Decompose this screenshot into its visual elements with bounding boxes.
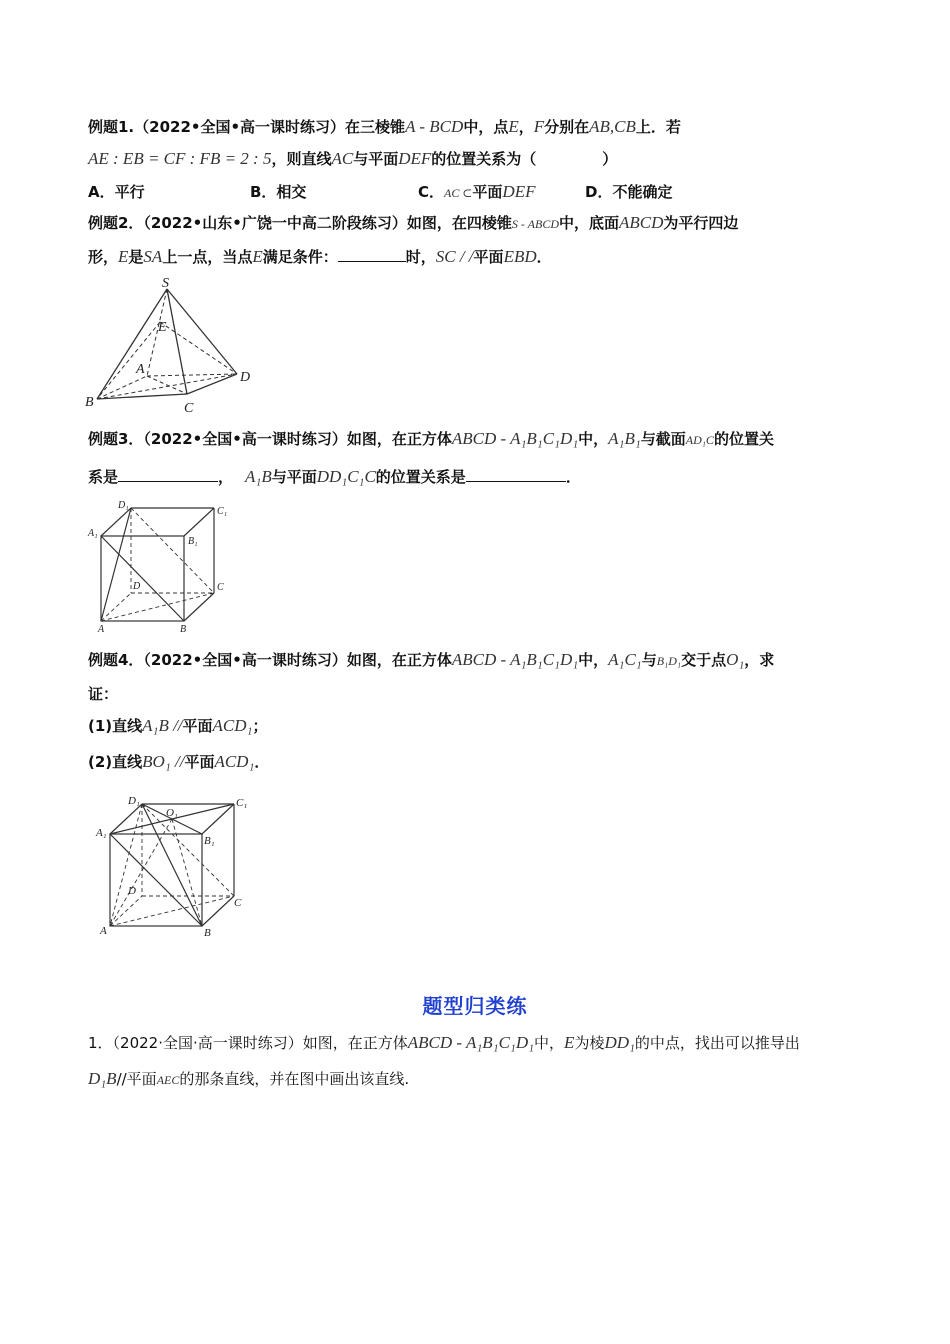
math: A₁B: [245, 467, 272, 486]
ex2-text: 时，: [405, 248, 436, 266]
math: SA: [143, 247, 163, 266]
ex3-line1: [88, 428, 774, 451]
option-b: B．相交: [250, 183, 307, 201]
ex3-text: ．: [565, 468, 581, 486]
math: A - BCD: [405, 117, 464, 136]
ex2-line1: [88, 212, 738, 235]
math: A₁B₁: [608, 429, 641, 448]
ex4-text: ，求: [744, 651, 775, 669]
math: D₁B: [88, 1069, 117, 1088]
math: ACD₁: [214, 752, 255, 771]
ex2-text: 形，: [88, 248, 119, 266]
math: ACD₁: [212, 716, 253, 735]
ex3-text: 的位置关系是: [375, 468, 466, 486]
math: SC / /: [435, 247, 474, 266]
label-s: S: [162, 276, 169, 291]
label-o1: O₁: [166, 807, 178, 819]
math: EBD: [503, 247, 537, 266]
label-c: C: [184, 401, 194, 416]
ex4-text: ；: [252, 717, 268, 735]
ex4-text: (1)直线: [88, 717, 143, 735]
math: ABCD - A₁B₁C₁D₁: [407, 1033, 535, 1052]
math: AE : EB = CF : FB = 2 : 5: [88, 149, 272, 168]
label-a: A: [98, 624, 105, 635]
label-b1: B₁: [188, 536, 198, 547]
label-d1: D₁: [128, 795, 140, 807]
ex4-text: 证：: [88, 685, 119, 703]
ex1-text: ，则直线: [271, 150, 332, 168]
ex3-text: ，: [218, 468, 234, 486]
option-c-text: 平面: [472, 183, 503, 201]
label-a1: A₁: [96, 827, 107, 839]
math: DEF: [398, 149, 432, 168]
math: E: [252, 247, 263, 266]
math: ABCD - A₁B₁C₁D₁: [451, 429, 579, 448]
math: AEC: [156, 1073, 180, 1087]
pyramid-figure: [82, 274, 262, 423]
label-b: B: [85, 395, 94, 410]
math: DD₁C₁C: [316, 467, 376, 486]
ex4-text: ．: [254, 753, 270, 771]
math: A₁C₁: [608, 650, 642, 669]
option-c-label: C．: [418, 183, 445, 201]
math: AD₁C: [685, 433, 714, 447]
ex3-text: 例题3．（2022•全国•高一课时练习）如图，在正方体: [88, 430, 452, 448]
math: E: [118, 247, 129, 266]
cube-figure-2: [90, 788, 260, 947]
label-c1: C₁: [217, 506, 228, 517]
label-a: A: [136, 362, 145, 377]
label-c: C: [217, 582, 224, 593]
ex4-text: 中，: [578, 651, 609, 669]
q1-text: 的那条直线，并在图中画出该直线.: [179, 1070, 410, 1088]
math: AB,CB: [589, 117, 636, 136]
q1-text: 为棱: [574, 1034, 605, 1052]
answer-blank: [466, 467, 566, 482]
label-b: B: [180, 624, 187, 635]
ex1-line1: [88, 116, 681, 138]
math: E: [508, 117, 519, 136]
label-a1: A₁: [88, 528, 98, 539]
ex1-text: 中，点: [463, 118, 509, 136]
answer-blank: [338, 247, 406, 262]
ex2-line2: [88, 246, 552, 268]
ex1-text: 的位置关系为（: [431, 150, 537, 168]
math: A₁B //: [142, 716, 183, 735]
ex2-text: ．: [536, 248, 552, 266]
ex4-text: 例题4．（2022•全国•高一课时练习）如图，在正方体: [88, 651, 452, 669]
q1-text: //平面: [116, 1070, 157, 1088]
ex4-part2: [88, 751, 269, 773]
ex2-text: 平面: [473, 248, 504, 266]
option-d: D．不能确定: [585, 183, 673, 201]
label-b1: B₁: [204, 835, 215, 847]
ex2-text: 中，底面: [558, 214, 619, 232]
math: ABCD - A₁B₁C₁D₁: [451, 650, 579, 669]
ex1-text: 与平面: [353, 150, 399, 168]
q1-text: 的中点，找出可以推导出: [634, 1034, 800, 1052]
ex2-text: 是: [128, 248, 144, 266]
ex2-text: 为平行四边: [663, 214, 739, 232]
math: ABCD: [619, 213, 664, 232]
ex1-text: 分别在: [544, 118, 590, 136]
ex1-option-d: [585, 181, 672, 203]
section-title: 题型归类练: [422, 994, 528, 1018]
math: AC: [331, 149, 354, 168]
ex4-line2: [88, 683, 118, 705]
math: DD₁: [604, 1033, 635, 1052]
math: BO₁ //: [142, 752, 185, 771]
ex2-text: 上一点，当点: [162, 248, 253, 266]
ex1-text: 上．若: [635, 118, 681, 136]
ex4-text: (2)直线: [88, 753, 143, 771]
label-c: C: [234, 897, 242, 909]
ex4-line1: [88, 649, 774, 672]
ex2-text: 满足条件：: [262, 248, 338, 266]
math: F: [533, 117, 545, 136]
ex2-text: 例题2．（2022•山东•广饶一中高二阶段练习）如图，在四棱锥: [88, 214, 512, 232]
ex1-line2: [88, 148, 617, 170]
label-e: E: [158, 320, 167, 335]
label-d: D: [133, 581, 141, 592]
ex1-text: 例题1.（2022•全国•高一课时练习）在三棱锥: [88, 118, 406, 136]
math: DEF: [502, 182, 536, 201]
ex4-text: 与: [641, 651, 657, 669]
ex4-text: 平面: [182, 717, 213, 735]
q1-line2: [88, 1068, 409, 1091]
ex3-text: 系是: [88, 468, 119, 486]
math: O₁: [726, 650, 745, 669]
ex4-part1: [88, 715, 267, 737]
answer-blank: [118, 467, 218, 482]
q1-text: 中，: [534, 1034, 565, 1052]
math: S - ABCD: [511, 217, 559, 231]
option-a: A．平行: [88, 183, 145, 201]
ex1-text: ，: [518, 118, 534, 136]
ex3-text: 与截面: [640, 430, 686, 448]
math: AC ⊂: [444, 186, 473, 200]
ex4-text: 平面: [184, 753, 215, 771]
ex1-option-c: [418, 181, 535, 204]
ex3-line2: [88, 466, 581, 488]
ex1-options: [88, 181, 145, 203]
math: E: [564, 1033, 575, 1052]
ex4-text: 交于点: [681, 651, 727, 669]
math: B₁D₁: [656, 654, 682, 668]
label-d: D: [240, 370, 251, 385]
ex3-text: 中，: [578, 430, 609, 448]
label-a: A: [100, 925, 107, 937]
ex3-text: 与平面: [271, 468, 317, 486]
cube-figure-1: [86, 496, 246, 640]
label-d1: D₁: [118, 500, 129, 511]
label-b: B: [204, 927, 211, 939]
ex1-text: ）: [602, 150, 618, 168]
label-c1: C₁: [236, 797, 248, 809]
ex1-option-b: [250, 181, 306, 203]
label-d: D: [128, 885, 136, 897]
ex3-text: 的位置关: [713, 430, 774, 448]
q1-text: 1．（2022·全国·高一课时练习）如图，在正方体: [88, 1034, 408, 1052]
q1-line1: [88, 1032, 800, 1054]
